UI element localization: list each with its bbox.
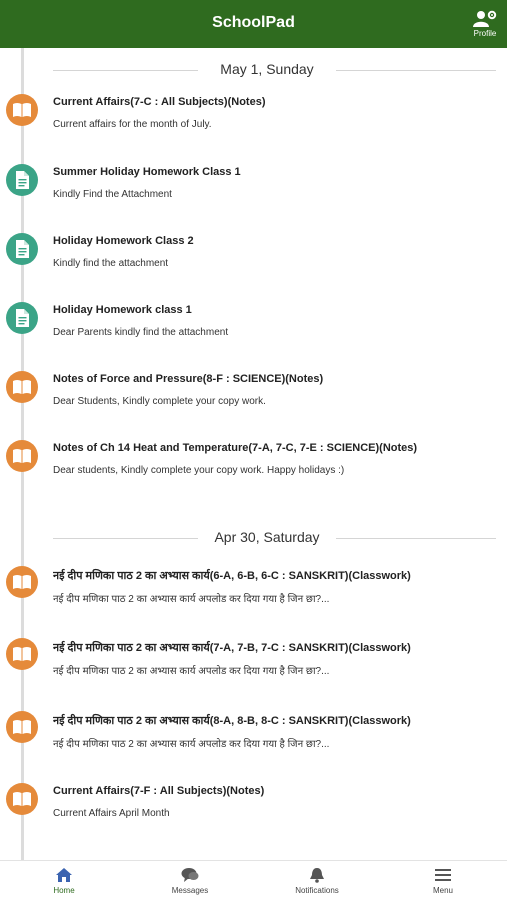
date-label: Apr 30, Saturday — [214, 529, 320, 545]
nav-messages[interactable] — [150, 867, 230, 899]
feed-item[interactable] — [0, 711, 507, 767]
item-title: Summer Holiday Homework Class 1 — [53, 166, 241, 178]
item-description: Dear Parents kindly find the attachment — [53, 327, 229, 338]
app-title: SchoolPad — [212, 14, 295, 31]
nav-menu-label: Menu — [432, 886, 453, 895]
item-description: Current affairs for the month of July. — [53, 119, 212, 130]
item-description: Dear students, Kindly complete your copy work. Happy holidays :) — [53, 465, 345, 476]
item-title: नई दीप मणिका पाठ 2 का अभ्यास कार्य(7-A, 7-B, 7-C : SANSKRIT)(Classwork) — [53, 642, 411, 654]
document-icon — [6, 302, 38, 334]
item-title: नई दीप मणिका पाठ 2 का अभ्यास कार्य(6-A, 6-B, 6-C : SANSKRIT)(Classwork) — [53, 570, 411, 582]
feed-item[interactable] — [0, 233, 507, 289]
nav-notifications-label: Notifications — [295, 886, 339, 895]
nav-messages-label: Messages — [171, 886, 209, 895]
item-title: Current Affairs(7-F : All Subjects)(Notes) — [53, 785, 265, 797]
feed-item[interactable] — [0, 566, 507, 622]
book-icon — [6, 371, 38, 403]
profile-label: Profile — [473, 29, 497, 38]
date-header — [0, 58, 507, 82]
profile-button[interactable] — [471, 10, 499, 44]
feed-item[interactable] — [0, 638, 507, 694]
book-icon — [6, 783, 38, 815]
item-title: Holiday Homework Class 2 — [53, 235, 194, 247]
nav-notifications[interactable] — [277, 867, 357, 899]
item-description: नई दीप मणिका पाठ 2 का अभ्यास कार्य अपलोड कर दिया गया है जिन छा?... — [53, 666, 330, 677]
nav-home[interactable] — [24, 867, 104, 899]
timeline-feed[interactable] — [0, 48, 507, 860]
feed-item[interactable] — [0, 94, 507, 150]
nav-home-label: Home — [53, 886, 75, 895]
feed-item[interactable] — [0, 164, 507, 220]
document-icon — [6, 164, 38, 196]
divider — [336, 538, 496, 539]
top-app-bar — [0, 0, 507, 48]
profile-settings-icon — [473, 10, 497, 28]
home-icon — [55, 867, 73, 883]
feed-item[interactable] — [0, 783, 507, 839]
divider — [336, 70, 496, 71]
item-description: Kindly Find the Attachment — [53, 189, 172, 200]
notifications-icon — [308, 867, 326, 883]
item-title: Holiday Homework class 1 — [53, 304, 192, 316]
date-header — [0, 526, 507, 550]
date-label: May 1, Sunday — [220, 61, 314, 77]
item-description: नई दीप मणिका पाठ 2 का अभ्यास कार्य अपलोड कर दिया गया है जिन छा?... — [53, 739, 330, 750]
book-icon — [6, 440, 38, 472]
menu-icon — [434, 867, 452, 883]
feed-item[interactable] — [0, 371, 507, 427]
item-title: नई दीप मणिका पाठ 2 का अभ्यास कार्य(8-A, 8-B, 8-C : SANSKRIT)(Classwork) — [53, 715, 411, 727]
feed-item[interactable] — [0, 302, 507, 358]
item-title: Current Affairs(7-C : All Subjects)(Notes) — [53, 96, 266, 108]
book-icon — [6, 638, 38, 670]
nav-menu[interactable] — [403, 867, 483, 899]
item-description: नई दीप मणिका पाठ 2 का अभ्यास कार्य अपलोड कर दिया गया है जिन छा?... — [53, 594, 330, 605]
item-description: Kindly find the attachment — [53, 258, 169, 269]
bottom-navigation — [0, 860, 507, 900]
book-icon — [6, 711, 38, 743]
feed-item[interactable] — [0, 440, 507, 496]
divider — [53, 70, 198, 71]
item-description: Dear Students, Kindly complete your copy work. — [53, 396, 266, 407]
item-title: Notes of Ch 14 Heat and Temperature(7-A, 7-C, 7-E : SCIENCE)(Notes) — [53, 442, 418, 454]
book-icon — [6, 566, 38, 598]
messages-icon — [181, 867, 199, 883]
item-description: Current Affairs April Month — [53, 808, 170, 819]
divider — [53, 538, 198, 539]
book-icon — [6, 94, 38, 126]
document-icon — [6, 233, 38, 265]
item-title: Notes of Force and Pressure(8-F : SCIENCE)(Notes) — [53, 373, 324, 385]
